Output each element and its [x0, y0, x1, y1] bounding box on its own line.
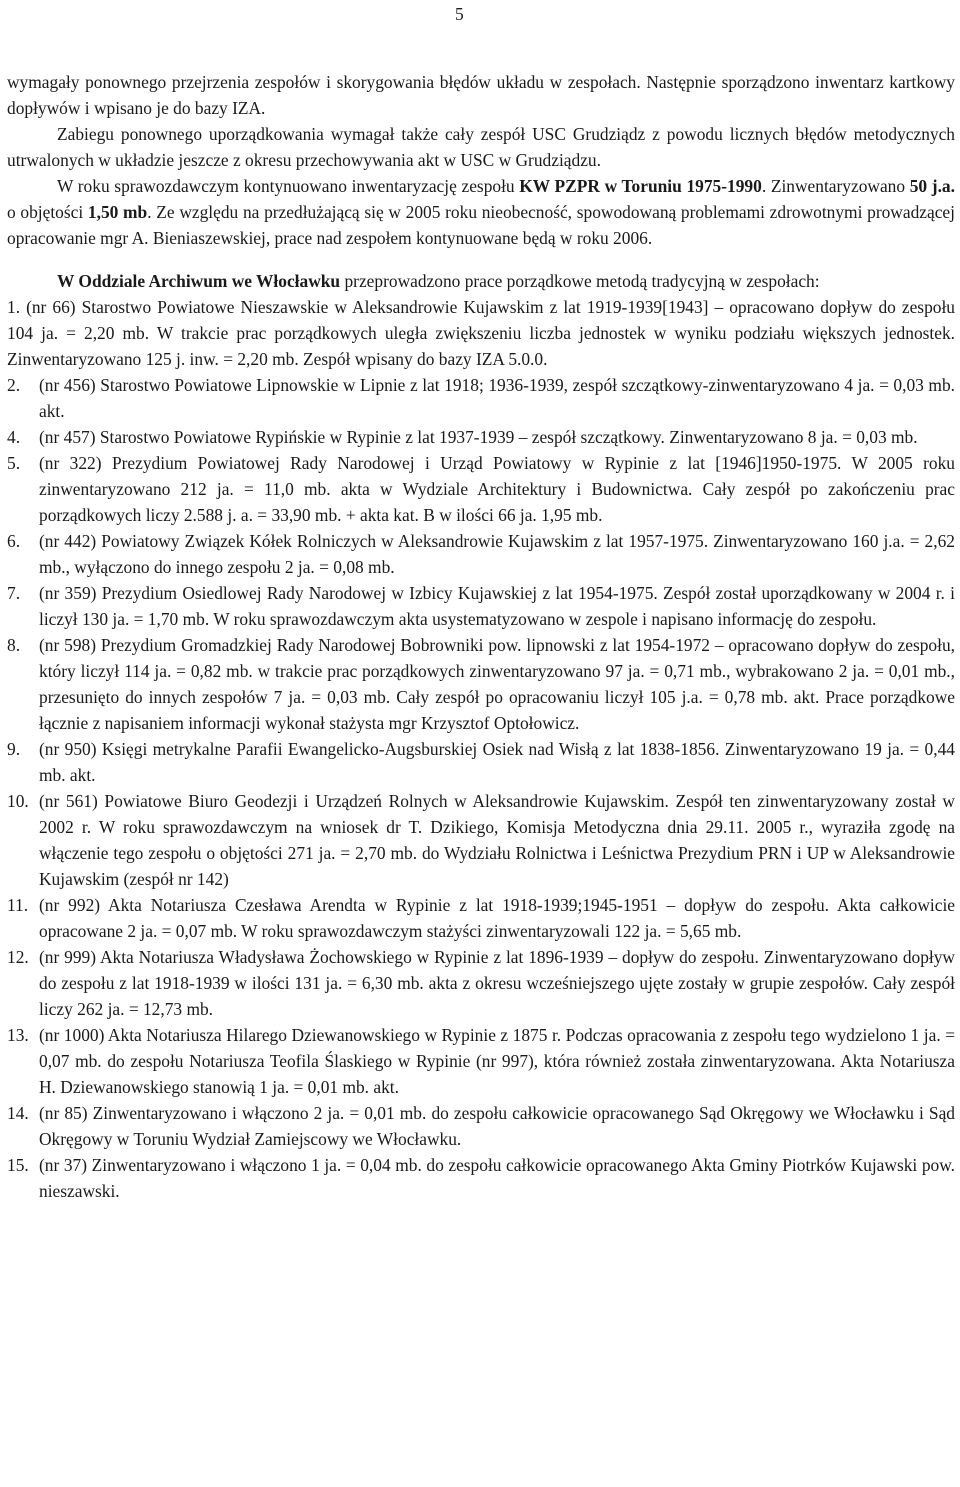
list-item-number: 9. — [7, 739, 21, 759]
list-item-text: (nr 442) Powiatowy Związek Kółek Rolniczych w Aleksandrowie Kujawskim z lat 1957-1975. Zinwentaryzowano 160 j.a. = 2,62 mb., wyłączono do innego zespołu 2 ja. = 0,08 mb. — [39, 531, 955, 577]
list-item — [7, 528, 955, 580]
list-item — [7, 944, 955, 1022]
list-item-number: 10. — [7, 791, 29, 811]
list-item — [7, 450, 955, 528]
list-item-number: 12. — [7, 947, 29, 967]
list-item — [7, 736, 955, 788]
paragraph-usc-grudziadz: Zabiegu ponownego uporządkowania wymagał także cały zespół USC Grudziądz z powodu licznych błędów metodycznych utrwalonych w układzie jeszcze z okresu przechowywania akt w USC w Grudziądzu. — [7, 124, 955, 170]
list-item-text: (nr 456) Starostwo Powiatowe Lipnowskie w Lipnie z lat 1918; 1936-1939, zespół szczątkowy-zinwentaryzowano 4 ja. = 0,03 mb. akt. — [39, 375, 955, 421]
list-item-number: 15. — [7, 1155, 29, 1175]
list-item — [7, 1100, 955, 1152]
paragraph-continuation: wymagały ponownego przejrzenia zespołów i skorygowania błędów układu w zespołach. Następnie sporządzono inwentarz kartkowy dopływów i wpisano je do bazy IZA. — [7, 72, 955, 118]
list-item-number: 14. — [7, 1103, 29, 1123]
page-content — [7, 69, 955, 1204]
list-item-number: 8. — [7, 635, 21, 655]
list-item-text: (nr 561) Powiatowe Biuro Geodezji i Urządzeń Rolnych w Aleksandrowie Kujawskim. Zespół ten zinwentaryzowany został w 2002 r. W roku sprawozdawczym na wniosek dr T. Dzikiego, Komisja Metodyczna dnia 29.11. 2005 r., wyraziła zgodę na włączenie tego zespołu o objętości 271 ja. = 2,70 mb. do Wydziału Rolnictwa i Leśnictwa Prezydium PRN i UP w Aleksandrowie Kujawskim (zespół nr 142) — [39, 791, 955, 889]
list-item-number: 4. — [7, 427, 21, 447]
list-item — [7, 424, 955, 450]
list-item — [7, 372, 955, 424]
text-run: W roku sprawozdawczym kontynuowano inwentaryzację zespołu — [57, 176, 520, 196]
list-item-number: 2. — [7, 375, 21, 395]
text-run: o objętości — [7, 202, 88, 222]
list-item-number: 5. — [7, 453, 21, 473]
list-item — [7, 788, 955, 892]
text-run: . Ze względu na przedłużającą się w 2005 roku nieobecność, spowodowaną problemami zdrowotnymi prowadzącej opracowanie mgr A. Bieniaszewskiej, prace nad zespołem kontynuowane będą w roku 2006. — [7, 202, 955, 248]
list-item-text: (nr 37) Zinwentaryzowano i włączono 1 ja. = 0,04 mb. do zespołu całkowicie opracowanego Akta Gminy Piotrków Kujawski pow. nieszawski. — [39, 1155, 955, 1201]
list-item-text: (nr 457) Starostwo Powiatowe Rypińskie w Rypinie z lat 1937-1939 – zespół szczątkowy. Zinwentaryzowano 8 ja. = 0,03 mb. — [39, 427, 918, 447]
text-run: przeprowadzono prace porządkowe metodą tradycyjną w zespołach: — [340, 271, 820, 291]
list-item-text: (nr 322) Prezydium Powiatowej Rady Narodowej i Urząd Powiatowy w Rypinie z lat [1946]1950-1975. W 2005 roku zinwentaryzowano 212 ja. = 11,0 mb. akta w Wydziale Architektury i Budownictwa. Cały zespół po zakończeniu prac porządkowych liczy 2.588 j. a. = 33,90 mb. + akta kat. B w ilości 66 ja. 1,95 mb. — [39, 453, 955, 525]
text-run: . Zinwentaryzowano — [761, 176, 910, 196]
list-item-text: (nr 999) Akta Notariusza Władysława Żochowskiego w Rypinie z lat 1896-1939 – dopływ do zespołu. Zinwentaryzowano dopływ do zespołu z lat 1918-1939 w ilości 131 ja. = 6,30 mb. akta z okresu wcześniejszego ujęte zostały w grupie zespołów. Cały zespół liczy 262 ja. = 12,73 mb. — [39, 947, 955, 1019]
list-item-number: 11. — [7, 895, 29, 915]
list-item-text: (nr 359) Prezydium Osiedlowej Rady Narodowej w Izbicy Kujawskiej z lat 1954-1975. Zespół został uporządkowany w 2004 r. i liczył 130 ja. = 1,70 mb. W roku sprawozdawczym akta usystematyzowano w zespole i napisano informację do zespołu. — [39, 583, 955, 629]
list-item — [7, 1022, 955, 1100]
list-item-text: (nr 950) Księgi metrykalne Parafii Ewangelicko-Augsburskiej Osiek nad Wisłą z lat 1838-1856. Zinwentaryzowano 19 ja. = 0,44 mb. akt. — [39, 739, 955, 785]
bold-fonds-name: KW PZPR w Toruniu 1975-1990 — [519, 176, 762, 196]
bold-volume: 1,50 mb — [87, 202, 148, 222]
bold-unit-count: 50 j.a. — [909, 176, 955, 196]
section-heading-wloclawek — [7, 268, 955, 294]
fonds-list — [7, 372, 955, 1204]
list-item-text: (nr 85) Zinwentaryzowano i włączono 2 ja. = 0,01 mb. do zespołu całkowicie opracowanego Sąd Okręgowy we Włocławku i Sąd Okręgowy w Toruniu Wydział Zamiejscowy we Włocławku. — [39, 1103, 955, 1149]
list-item-text: (nr 1000) Akta Notariusza Hilarego Dziewanowskiego w Rypinie z 1875 r. Podczas opracowania z zespołu tego wydzielono 1 ja. = 0,07 mb. do zespołu Notariusza Teofila Ślaskiego w Rypinie (nr 997), która również została zinwentaryzowana. Akta Notariusza H. Dziewanowskiego stanowią 1 ja. = 0,01 mb. akt. — [39, 1025, 955, 1097]
page-number: 5 — [455, 4, 464, 24]
list-item-text: (nr 598) Prezydium Gromadzkiej Rady Narodowej Bobrowniki pow. lipnowski z lat 1954-1972 – opracowano dopływ do zespołu, który liczył 114 ja. = 0,82 mb. w trakcie prac porządkowych zinwentaryzowano 97 ja. = 0,71 mb., wybrakowano 2 ja. = 0,01 mb., przesunięto do innych zespołów 7 ja. = 0,03 mb. Cały zespół po opracowaniu liczył 105 j.a. = 0,78 mb. akt. Prace porządkowe łącznie z napisaniem informacji wykonał stażysta mgr Krzysztof Optołowicz. — [39, 635, 955, 733]
list-item — [7, 892, 955, 944]
list-item-text: (nr 992) Akta Notariusza Czesława Arendta w Rypinie z lat 1918-1939;1945-1951 – dopływ do zespołu. Akta całkowicie opracowane 2 ja. = 0,07 mb. W roku sprawozdawczym stażyści zinwentaryzowali 122 ja. = 5,65 mb. — [39, 895, 955, 941]
bold-branch-name: W Oddziale Archiwum we Włocławku — [57, 271, 341, 291]
list-item-1: 1. (nr 66) Starostwo Powiatowe Nieszawskie w Aleksandrowie Kujawskim z lat 1919-1939[1943] – opracowano dopływ do zespołu 104 ja. = 2,20 mb. W trakcie prac porządkowych uległa zwiększeniu liczba jednostek w wyniku podziału większych jednostek. Zinwentaryzowano 125 j. inw. = 2,20 mb. Zespół wpisany do bazy IZA 5.0.0. — [7, 297, 955, 369]
list-item — [7, 632, 955, 736]
list-item-number: 13. — [7, 1025, 29, 1045]
list-item — [7, 580, 955, 632]
paragraph-kw-pzpr — [7, 173, 955, 251]
list-item-number: 7. — [7, 583, 21, 603]
list-item-number: 6. — [7, 531, 21, 551]
list-item — [7, 1152, 955, 1204]
